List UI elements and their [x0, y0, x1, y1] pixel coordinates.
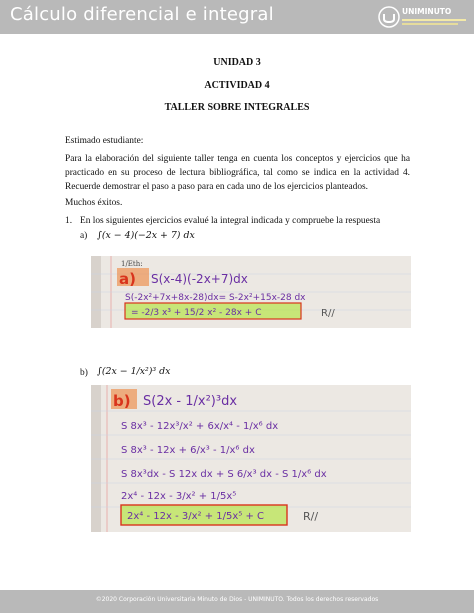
svg-text:= -2/3 x³ + 15/2 x² - 28x + C: = -2/3 x³ + 15/2 x² - 28x + C	[131, 308, 262, 318]
exercise-a-photo	[91, 256, 411, 328]
svg-text:S(2x - 1/x²)³dx: S(2x - 1/x²)³dx	[143, 394, 238, 409]
exercise-b-formula: ∫(2x − 1/x²)³ dx	[97, 366, 171, 377]
uniminuto-logo	[378, 3, 466, 31]
list-number: 1.	[65, 216, 73, 226]
unit-heading: UNIDAD 3	[213, 57, 261, 68]
copyright-text: ©2020 Corporación Universitaria Minuto de Dios - UNIMINUTO. Todos los derechos reservados	[95, 596, 379, 603]
svg-text:S(x-4)(-2x+7)dx: S(x-4)(-2x+7)dx	[151, 272, 248, 286]
logo-mark-icon	[378, 6, 400, 28]
logo-tagline-line	[402, 19, 466, 21]
svg-text:R//: R//	[303, 510, 319, 523]
svg-text:1/Eth:: 1/Eth:	[121, 260, 143, 268]
exercise-a-label: a)	[80, 231, 88, 241]
handwritten-solution-a	[91, 256, 411, 328]
svg-text:2x⁴ - 12x - 3/x² + 1/5x⁵ + C: 2x⁴ - 12x - 3/x² + 1/5x⁵ + C	[127, 511, 264, 522]
workshop-heading: TALLER SOBRE INTEGRALES	[164, 102, 310, 113]
exercise-b-label: b)	[80, 368, 88, 378]
page-header	[0, 0, 474, 34]
intro-paragraph: Para la elaboración del siguiente taller tenga en cuenta los conceptos y ejercicios que ha practicado en su proceso de lectura bibliográfica, tal como se indica en la actividad 4. Recuerde demostrar el paso a paso para en cada uno de los ejercicios planteados.	[65, 154, 410, 192]
svg-text:S(-2x²+7x+8x-28)dx= S-2x²+15x-: S(-2x²+7x+8x-28)dx= S-2x²+15x-28 dx	[125, 293, 306, 303]
svg-text:R//: R//	[321, 308, 335, 319]
exercise-a-formula: ∫(x − 4)(−2x + 7) dx	[97, 230, 195, 241]
svg-text:S 8x³dx - S 12x dx + S 6/x³ dx: S 8x³dx - S 12x dx + S 6/x³ dx - S 1/x⁶ dx	[121, 469, 327, 480]
course-title: Cálculo diferencial e integral	[10, 4, 274, 25]
greeting-text: Estimado estudiante:	[65, 136, 144, 146]
activity-heading: ACTIVIDAD 4	[204, 80, 270, 91]
svg-text:a): a)	[119, 270, 136, 288]
svg-text:b): b)	[113, 392, 131, 410]
exercise-list-item	[65, 216, 415, 230]
handwritten-solution-b	[91, 385, 411, 532]
logo-tagline-line	[402, 23, 458, 25]
closing-text: Muchos éxitos.	[65, 198, 123, 208]
svg-text:S 8x³ - 12x³/x² + 6x/x⁴ - 1/x⁶: S 8x³ - 12x³/x² + 6x/x⁴ - 1/x⁶ dx	[121, 421, 279, 432]
page-footer	[0, 590, 474, 613]
logo-name: UNIMINUTO	[402, 7, 452, 16]
exercise-b-photo	[91, 385, 411, 532]
svg-text:2x⁴ - 12x - 3/x² + 1/5x⁵: 2x⁴ - 12x - 3/x² + 1/5x⁵	[121, 491, 237, 502]
list-instruction: En los siguientes ejercicios evalué la integral indicada y compruebe la respuesta	[80, 216, 381, 226]
svg-text:S 8x³ - 12x + 6/x³ - 1/x⁶ dx: S 8x³ - 12x + 6/x³ - 1/x⁶ dx	[121, 445, 255, 456]
